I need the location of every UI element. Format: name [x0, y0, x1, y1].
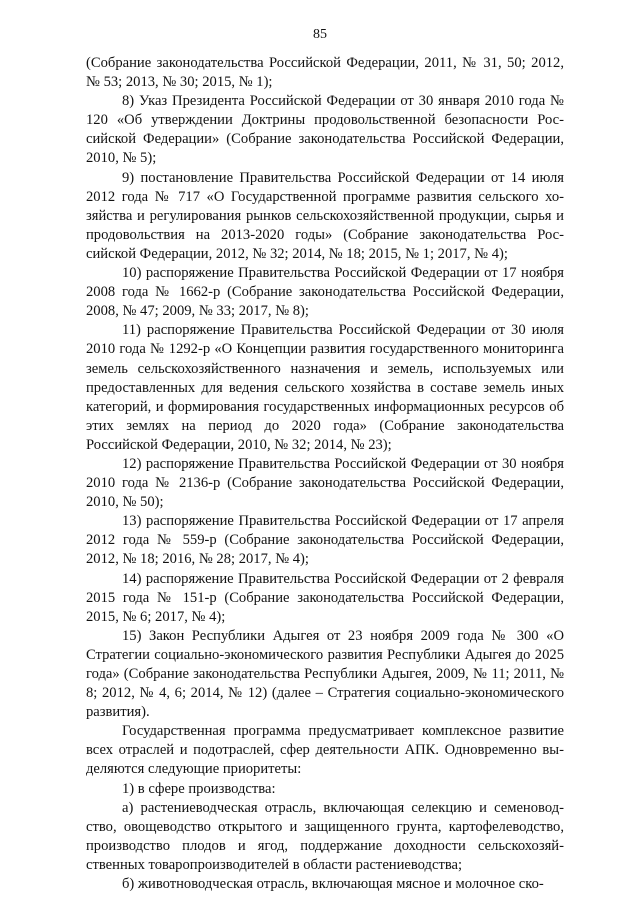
paragraph-continuation: (Собрание законодательства Российской Федерации, 2011, № 31, 50; 2012, № 53; 2013, № 30; 2015, № 1); [86, 55, 564, 91]
paragraph-livestock-sector: б) животноводческая отрасль, включающая мясное и молочное ско- [122, 876, 544, 893]
paragraph-item-14: 14) распоряжение Правительства Российской Федерации от 2 февраля 2015 года № 151-р (Собрание законодательства Российской Федерации, 2015, № 6; 2017, № 4); [86, 570, 564, 625]
paragraph-production-heading: 1) в сфере производства: [122, 780, 276, 797]
paragraph-item-10: 10) распоряжение Правительства Российской Федерации от 17 ноября 2008 года № 1662-р (Собрание законодательства Российской Федерации, 2008, № 47; 2009, № 33; 2017, № 8); [86, 265, 564, 320]
paragraph-item-13: 13) распоряжение Правительства Российской Федерации от 17 апреля 2012 года № 559-р (Собрание законодательства Российской Федерации, 2012, № 18; 2016, № 28; 2017, № 4); [86, 513, 564, 568]
document-body [86, 54, 564, 894]
paragraph-item-11: 11) распоряжение Правительства Российской Федерации от 30 июля 2010 года № 1292-р «О Концепции развития государственного мониторинга земель сельскохозяйственного назначения и земель, используемых или предоставленных для ведения сельского хозяйства в составе земель иных категорий, и формирования государственных информационных ресурсов об этих землях на период до 2020 года» (Собрание законодательства Российской Федерации, 2010, № 32; 2014, № 23); [86, 322, 564, 453]
paragraph-item-8: 8) Указ Президента Российской Федерации от 30 января 2010 года № 120 «Об утверждении Доктрины продовольственной безопасности Российской Федерации» (Собрание законодательства Российской Федерации, 2010, № 5); [86, 93, 564, 167]
paragraph-program-priorities: Государственная программа предусматривает комплексное развитие всех отраслей и подотраслей, сфер деятельности АПК. Одновременно выделяются следующие приоритеты: [86, 723, 564, 778]
paragraph-item-15: 15) Закон Республики Адыгея от 23 ноября 2009 года № 300 «О Стратегии социально-экономического развития Республики Адыгея до 2025 года» (Собрание законодательства Республики Адыгея, 2009, № 11; 2011, № 8; 2012, № 4, 6; 2014, № 12) (далее – Стратегия социально-экономического развития). [86, 627, 564, 721]
page-number: 85 [313, 27, 327, 42]
paragraph-item-12: 12) распоряжение Правительства Российской Федерации от 30 ноября 2010 года № 2136-р (Собрание законодательства Российской Федерации, 2010, № 50); [86, 455, 564, 511]
paragraph-item-9: 9) постановление Правительства Российской Федерации от 14 июля 2012 года № 717 «О Государственной программе развития сельского хозяйства и регулирования рынков сельскохозяйственной продукции, сырья и продовольствия на 2013-2020 годы» (Собрание законодательства Российской Федерации, 2012, № 32; 2014, № 18; 2015, № 1; 2017, № 4); [86, 169, 564, 262]
paragraph-crop-sector: а) растениеводческая отрасль, включающая селекцию и семеноводство, овощеводство открытого и защищенного грунта, картофелеводство, производство плодов и ягод, поддержание доходности сельскохозяйственных товаропроизводителей в области растениеводства; [86, 799, 564, 873]
